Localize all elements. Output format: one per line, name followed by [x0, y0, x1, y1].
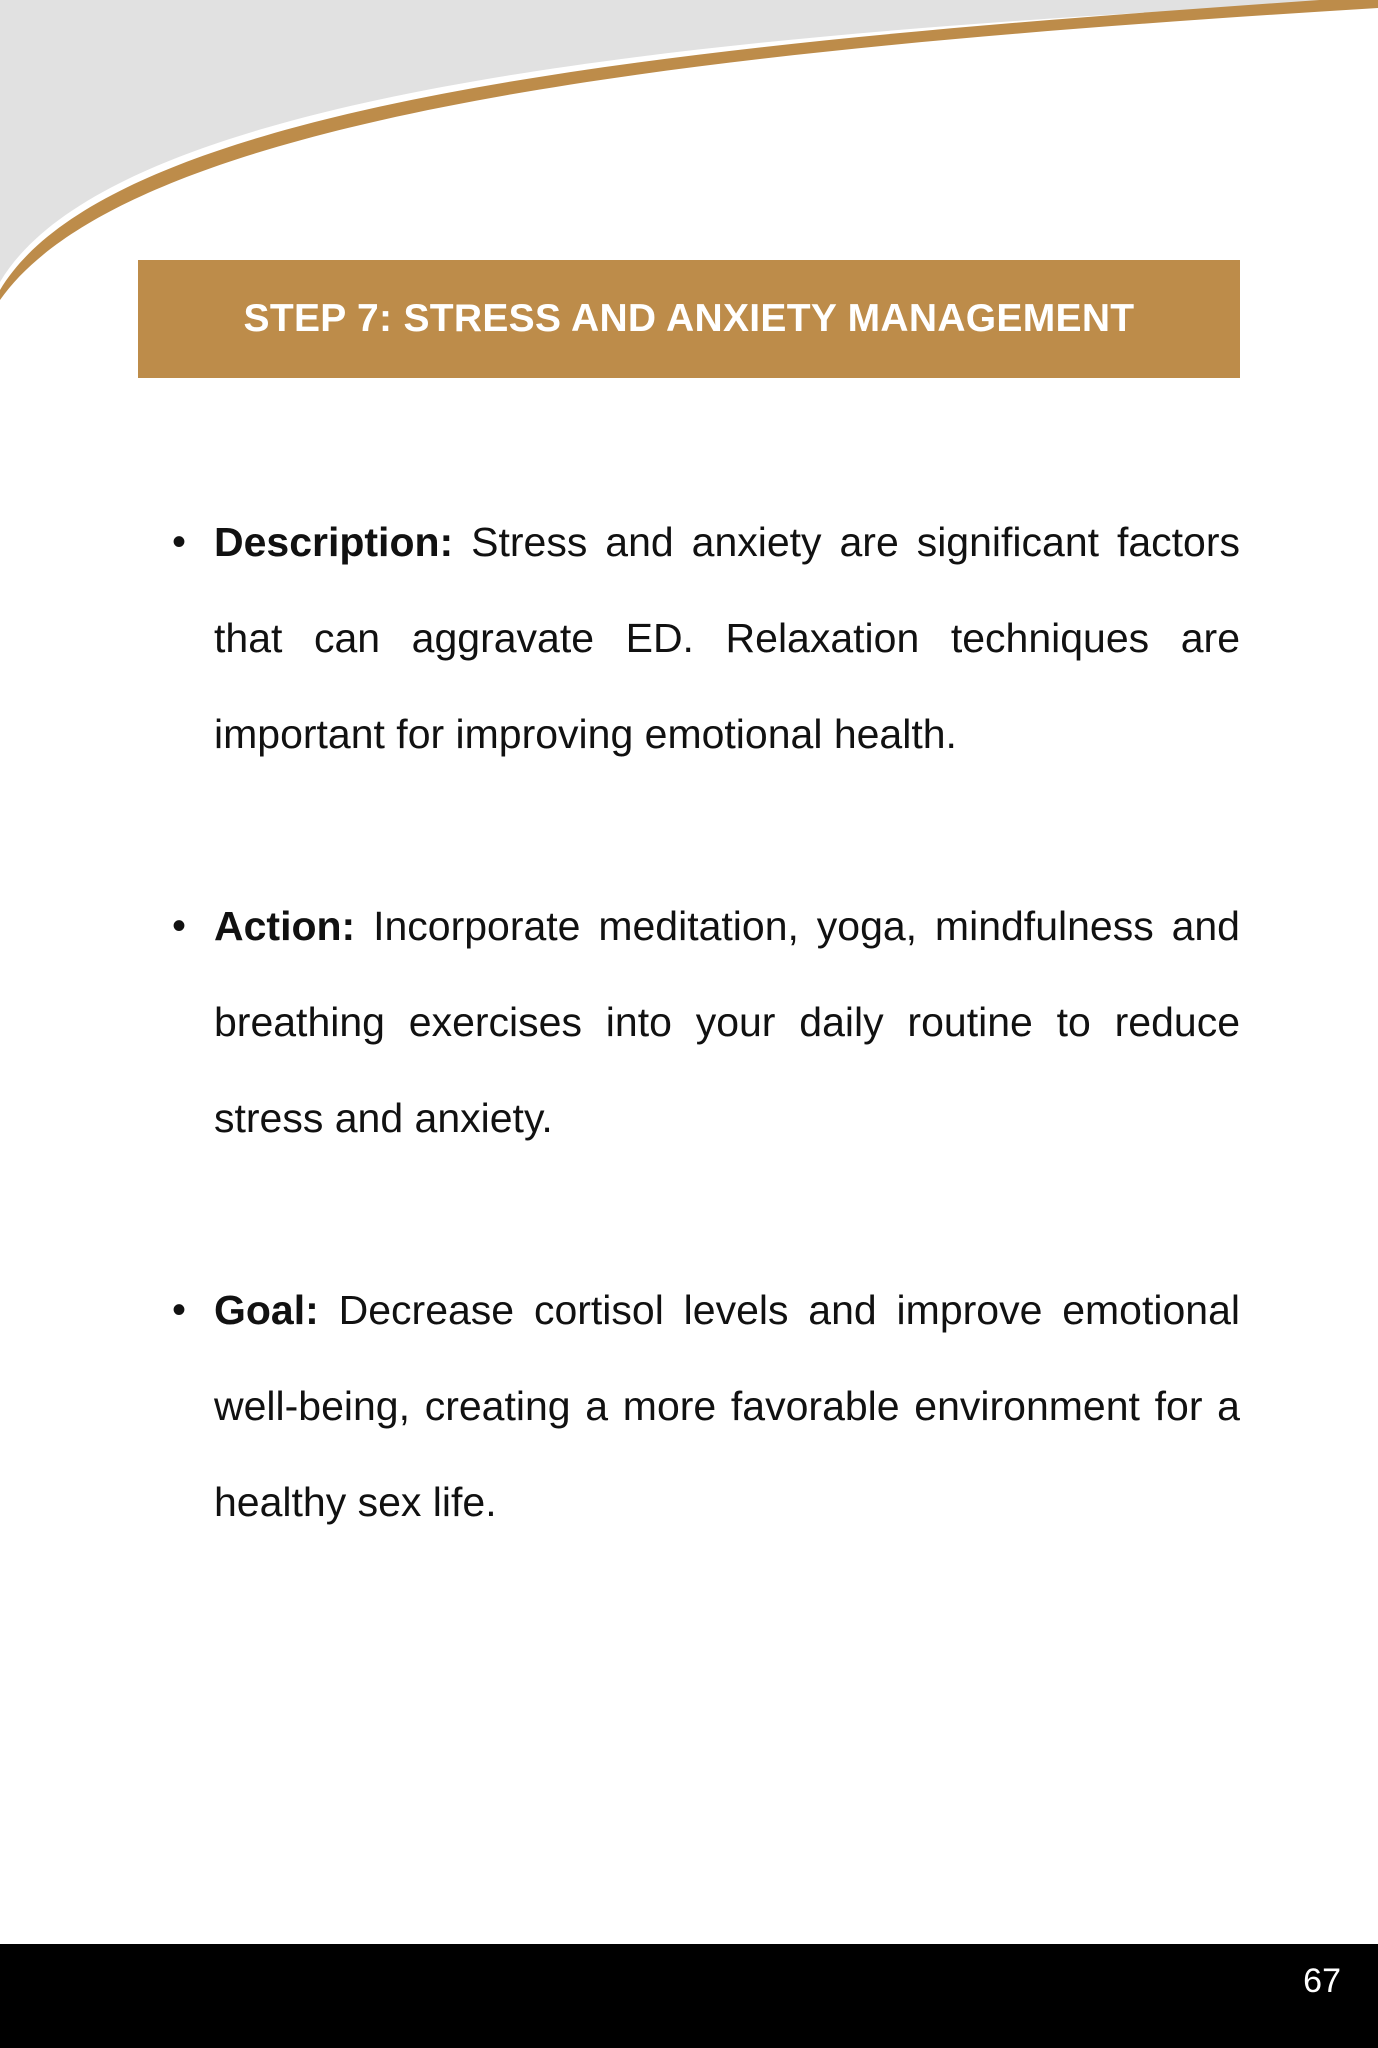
bullet-description [172, 494, 1240, 782]
bullet-goal [172, 1262, 1240, 1550]
bullet-goal-label: Goal: [214, 1287, 319, 1333]
bullet-list [172, 494, 1240, 1646]
bullet-action [172, 878, 1240, 1166]
bullet-action-body [214, 878, 1240, 1166]
corner-gray-shape [0, 0, 1378, 282]
bullet-description-text: Stress and anxiety are significant factors that can aggravate ED. Relaxation techniques are important for improving emotional health. [214, 519, 1240, 757]
step-title: STEP 7: STRESS AND ANXIETY MANAGEMENT [243, 297, 1135, 340]
page-number: 67 [1303, 1962, 1341, 2000]
top-curve-decoration [0, 0, 1378, 300]
footer-bar [0, 1944, 1378, 2048]
bullet-dot-icon: • [172, 904, 187, 948]
bullet-goal-body [214, 1262, 1240, 1550]
bullet-description-label: Description: [214, 519, 454, 565]
bullet-description-body [214, 494, 1240, 782]
bullet-action-text: Incorporate meditation, yoga, mindfulness and breathing exercises into your daily routine to reduce stress and anxiety. [214, 903, 1240, 1141]
bullet-dot-icon: • [172, 520, 187, 564]
bullet-action-label: Action: [214, 903, 356, 949]
bullet-goal-text: Decrease cortisol levels and improve emotional well-being, creating a more favorable environment for a healthy sex life. [214, 1287, 1240, 1525]
step-title-banner [138, 260, 1240, 378]
bullet-dot-icon: • [172, 1288, 187, 1332]
